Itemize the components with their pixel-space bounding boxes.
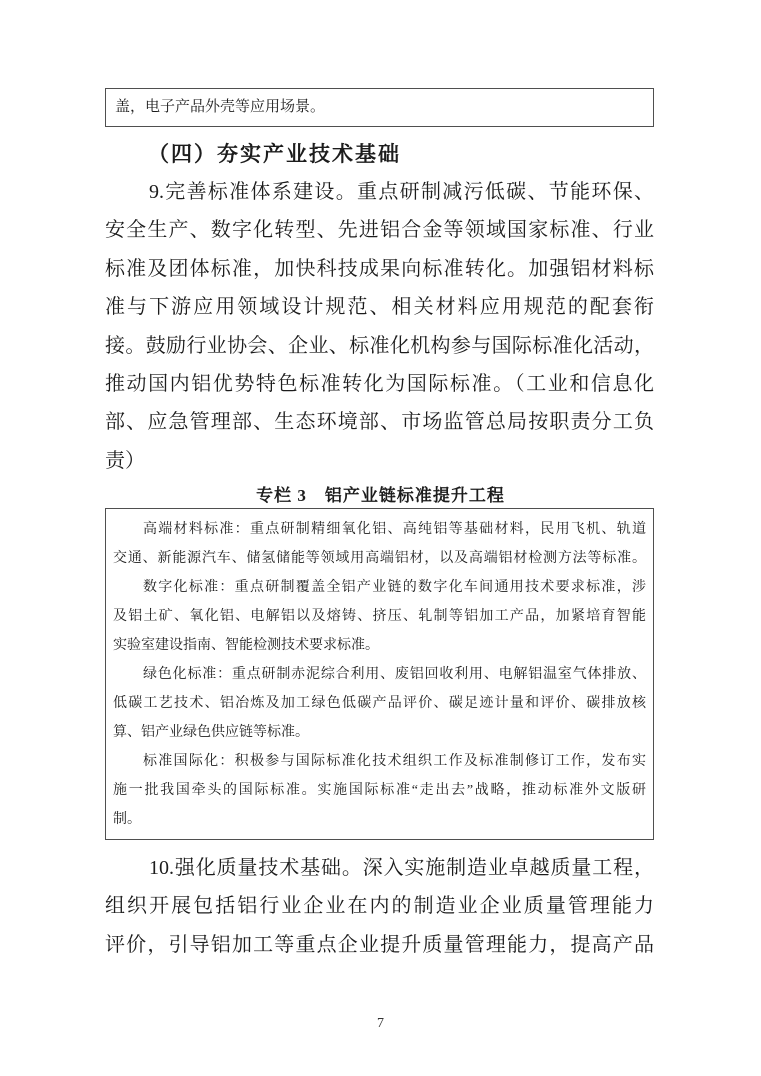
body-text-line: 接。鼓励行业协会、企业、标准化机构参与国际标准化活动， [105,334,654,357]
paragraph-10 [105,849,654,964]
column-box [105,508,654,840]
body-text-line: 标准及团体标准，加快科技成果向标准转化。加强铝材料标 [105,257,654,280]
body-text-line: 部、应急管理部、生态环境部、市场监管总局按职责分工负 [105,411,654,434]
box-text-line: 实验室建设指南、智能检测技术要求标准。 [113,638,379,653]
box-text-line: 标准国际化：积极参与国际标准化技术组织工作及标准制修订工作，发布实 [143,754,646,769]
box-text-line: 交通、新能源汽车、储氢储能等领域用高端铝材，以及高端铝材检测方法等标准。 [113,551,646,566]
body-text-line: 评价，引导铝加工等重点企业提升质量管理能力，提高产品 [105,933,654,956]
box-text-line: 算、铝产业绿色供应链等标准。 [113,725,309,740]
carryover-box: 盖，电子产品外壳等应用场景。 [105,88,654,127]
body-text-line: 推动国内铝优势特色标准转化为国际标准。（工业和信息化 [105,372,654,395]
box-text-line: 低碳工艺技术、铝冶炼及加工绿色低碳产品评价、碳足迹计量和评价、碳排放核 [113,696,646,711]
body-text-line: 准与下游应用领域设计规范、相关材料应用规范的配套衔 [105,296,654,319]
box-text-line: 施一批我国牵头的国际标准。实施国际标准“走出去”战略，推动标准外文版研 [113,783,646,798]
paragraph-9 [105,173,654,480]
page-number: 7 [377,1016,384,1031]
box-text-line: 绿色化标准：重点研制赤泥综合利用、废铝回收利用、电解铝温室气体排放、 [143,667,646,682]
body-text-line: 安全生产、数字化转型、先进铝合金等领域国家标准、行业 [105,219,654,242]
box-text-line: 高端材料标准：重点研制精细氧化铝、高纯铝等基础材料，民用飞机、轨道 [143,522,646,537]
body-text-line: 10.强化质量技术基础。深入实施制造业卓越质量工程， [149,857,654,879]
box-text-line: 数字化标准：重点研制覆盖全铝产业链的数字化车间通用技术要求标准，涉 [143,580,646,595]
box-text-line: 制。 [113,812,141,827]
section-heading: （四）夯实产业技术基础 [148,142,401,166]
box-text-line: 及铝土矿、氧化铝、电解铝以及熔铸、挤压、轧制等铝加工产品，加紧培育智能 [113,609,646,624]
body-text-line: 责） [105,449,145,472]
body-text-line: 组织开展包括铝行业企业在内的制造业企业质量管理能力 [105,895,654,918]
column-box-title: 专栏 3 铝产业链标准提升工程 [256,486,505,505]
body-text-line: 9.完善标准体系建设。重点研制减污低碳、节能环保、 [149,181,654,203]
